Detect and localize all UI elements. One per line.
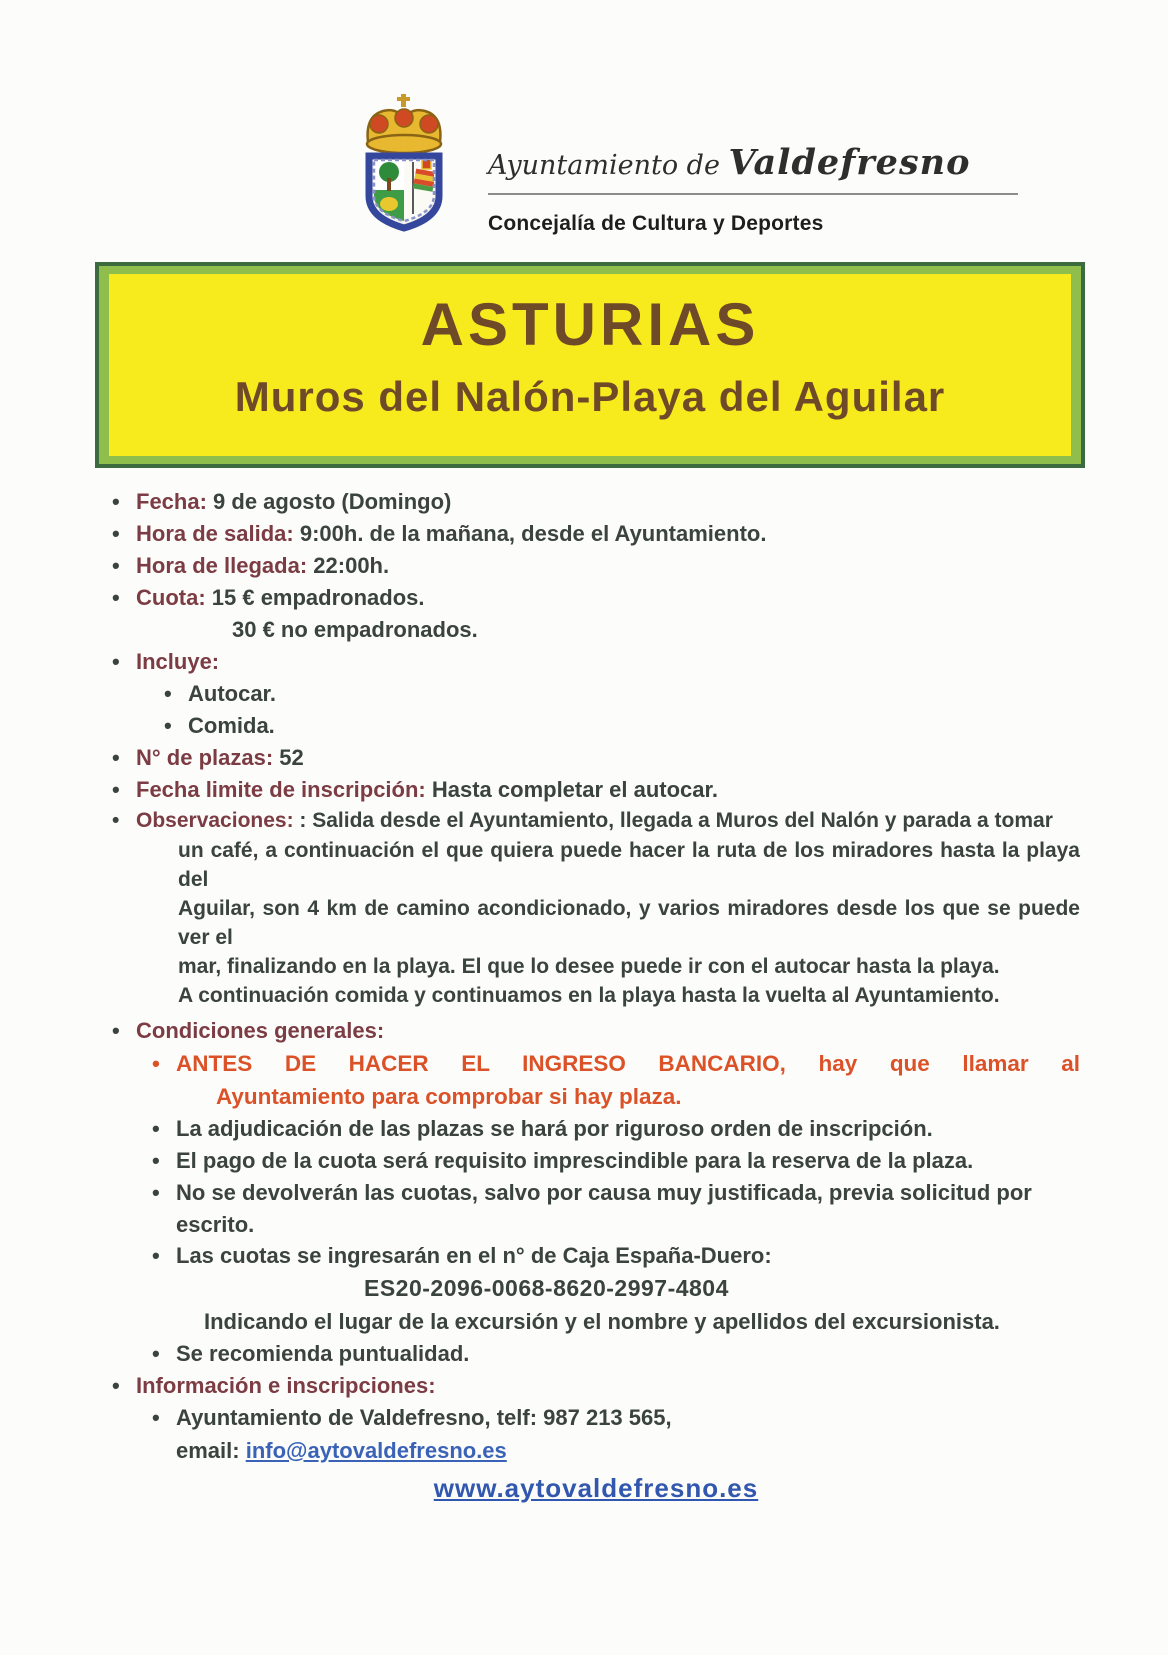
list-item-observaciones <box>112 806 1080 836</box>
bullet-icon: • <box>164 681 172 706</box>
website-link[interactable]: www.aytovaldefresno.es <box>433 1473 759 1503</box>
list-item-comida <box>164 710 1080 742</box>
bullet-icon: • <box>112 1373 120 1398</box>
title-banner <box>95 262 1085 468</box>
list-item-informacion <box>112 1370 1080 1402</box>
condition-adjudicacion: La adjudicación de las plazas se hará por riguroso orden de inscripción. <box>176 1116 933 1141</box>
condition-ingreso: Las cuotas se ingresarán en el n° de Caja España-Duero: <box>176 1243 772 1268</box>
warning-block <box>152 1047 1080 1113</box>
observaciones-line-1: : Salida desde el Ayuntamiento, llegada a Muros del Nalón y parada a tomar <box>299 809 1053 832</box>
list-item-plazas <box>112 742 1080 774</box>
valdefresno-coat-of-arms-icon <box>348 90 460 236</box>
bullet-icon: • <box>152 1243 160 1268</box>
observaciones-line-4: mar, finalizando en la playa. El que lo desee puede ir con el autocar hasta la playa. <box>178 955 1000 978</box>
warning-line-1: ANTES DE HACER EL INGRESO BANCARIO, hay que llamar al <box>176 1051 1080 1076</box>
condition-pago: El pago de la cuota será requisito imprescindible para la reserva de la plaza. <box>176 1148 974 1173</box>
contact-email-line <box>176 1434 1080 1467</box>
list-item-autocar <box>164 678 1080 710</box>
bullet-icon: • <box>152 1180 160 1205</box>
bullet-icon: • <box>152 1341 160 1366</box>
bullet-icon: • <box>112 649 120 674</box>
condition-item-ingreso <box>152 1240 1080 1272</box>
fecha-value: 9 de agosto (Domingo) <box>213 489 452 514</box>
list-item-cuota <box>112 582 1080 614</box>
website-line <box>112 1473 1080 1504</box>
bullet-icon: • <box>152 1148 160 1173</box>
condiciones-label: Condiciones generales: <box>136 1018 385 1043</box>
flyer-body <box>112 486 1080 1504</box>
bullet-icon: • <box>112 777 120 802</box>
condition-item-puntualidad <box>152 1338 1080 1370</box>
list-item-hora-salida <box>112 518 1080 550</box>
incluye-comida: Comida. <box>188 713 275 738</box>
informacion-label: Información e inscripciones: <box>136 1373 436 1398</box>
bank-account-number: ES20-2096-0068-8620-2997-4804 <box>364 1275 729 1301</box>
incluye-autocar: Autocar. <box>188 681 277 706</box>
condition-item-pago <box>152 1145 1080 1177</box>
cuota-value-no-empadronados: 30 € no empadronados. <box>232 617 478 642</box>
list-item-hora-llegada <box>112 550 1080 582</box>
fecha-label: Fecha: <box>136 489 214 514</box>
bullet-icon: • <box>112 489 120 514</box>
warning-line-2: Ayuntamiento para comprobar si hay plaza. <box>216 1084 682 1109</box>
bullet-icon: • <box>112 553 120 578</box>
list-item-incluye <box>112 646 1080 678</box>
org-title <box>488 142 1018 195</box>
hora-llegada-label: Hora de llegada: <box>136 553 314 578</box>
warning-line-1-row <box>152 1047 1080 1080</box>
condition-devolucion-line-2: escrito. <box>176 1212 255 1237</box>
bullet-icon: • <box>164 713 172 738</box>
bullet-icon: • <box>112 809 120 832</box>
bullet-icon: • <box>112 1018 120 1043</box>
hora-salida-value: 9:00h. de la mañana, desde el Ayuntamiento. <box>299 521 767 546</box>
bullet-icon: • <box>112 745 120 770</box>
bank-account-note: Indicando el lugar de la excursión y el nombre y apellidos del excursionista. <box>204 1309 1000 1334</box>
cuota-label: Cuota: <box>136 585 212 610</box>
trip-title: ASTURIAS <box>420 291 760 358</box>
condition-item-adjudicacion <box>152 1113 1080 1145</box>
observaciones-line-3: Aguilar, son 4 km de camino acondicionado, y varios miradores desde los que se puede ver el <box>178 897 1080 949</box>
bullet-icon: • <box>152 1051 160 1076</box>
department-subtitle: Concejalía de Cultura y Deportes <box>488 212 824 235</box>
trip-subtitle: Muros del Nalón-Playa del Aguilar <box>234 373 946 420</box>
list-item-fecha <box>112 486 1080 518</box>
condition-item-devolucion <box>152 1177 1080 1209</box>
plazas-label: N° de plazas: <box>136 745 280 770</box>
title-banner-inner <box>109 274 1071 456</box>
hora-salida-label: Hora de salida: <box>136 521 300 546</box>
fecha-limite-label: Fecha limite de inscripción: <box>136 777 432 802</box>
email-link[interactable]: info@aytovaldefresno.es <box>245 1438 507 1463</box>
bullet-icon: • <box>152 1116 160 1141</box>
condition-puntualidad: Se recomienda puntualidad. <box>176 1341 470 1366</box>
list-item-condiciones <box>112 1015 1080 1047</box>
incluye-label: Incluye: <box>136 649 220 674</box>
list-item-fecha-limite <box>112 774 1080 806</box>
org-title-name: Valdefresno <box>728 142 971 183</box>
org-title-prefix: Ayuntamiento de <box>488 150 729 181</box>
contact-phone-line: Ayuntamiento de Valdefresno, telf: 987 213 565, <box>176 1405 672 1430</box>
cuota-value-empadronados: 15 € empadronados. <box>211 585 425 610</box>
fecha-limite-value: Hasta completar el autocar. <box>431 777 718 802</box>
hora-llegada-value: 22:00h. <box>313 553 390 578</box>
plazas-value: 52 <box>279 745 304 770</box>
bullet-icon: • <box>112 521 120 546</box>
bullet-icon: • <box>152 1405 160 1430</box>
observaciones-line-2: un café, a continuación el que quiera puede hacer la ruta de los miradores hasta la playa del <box>178 839 1080 891</box>
observaciones-line-5: A continuación comida y continuamos en la playa hasta la vuelta al Ayuntamiento. <box>178 984 1000 1007</box>
observaciones-label: Observaciones: <box>136 809 300 832</box>
bullet-icon: • <box>112 585 120 610</box>
info-item-contacto <box>152 1402 1080 1434</box>
email-prefix: email: <box>176 1438 246 1463</box>
condition-devolucion-line-1: No se devolverán las cuotas, salvo por causa muy justificada, previa solicitud por <box>176 1180 1032 1205</box>
